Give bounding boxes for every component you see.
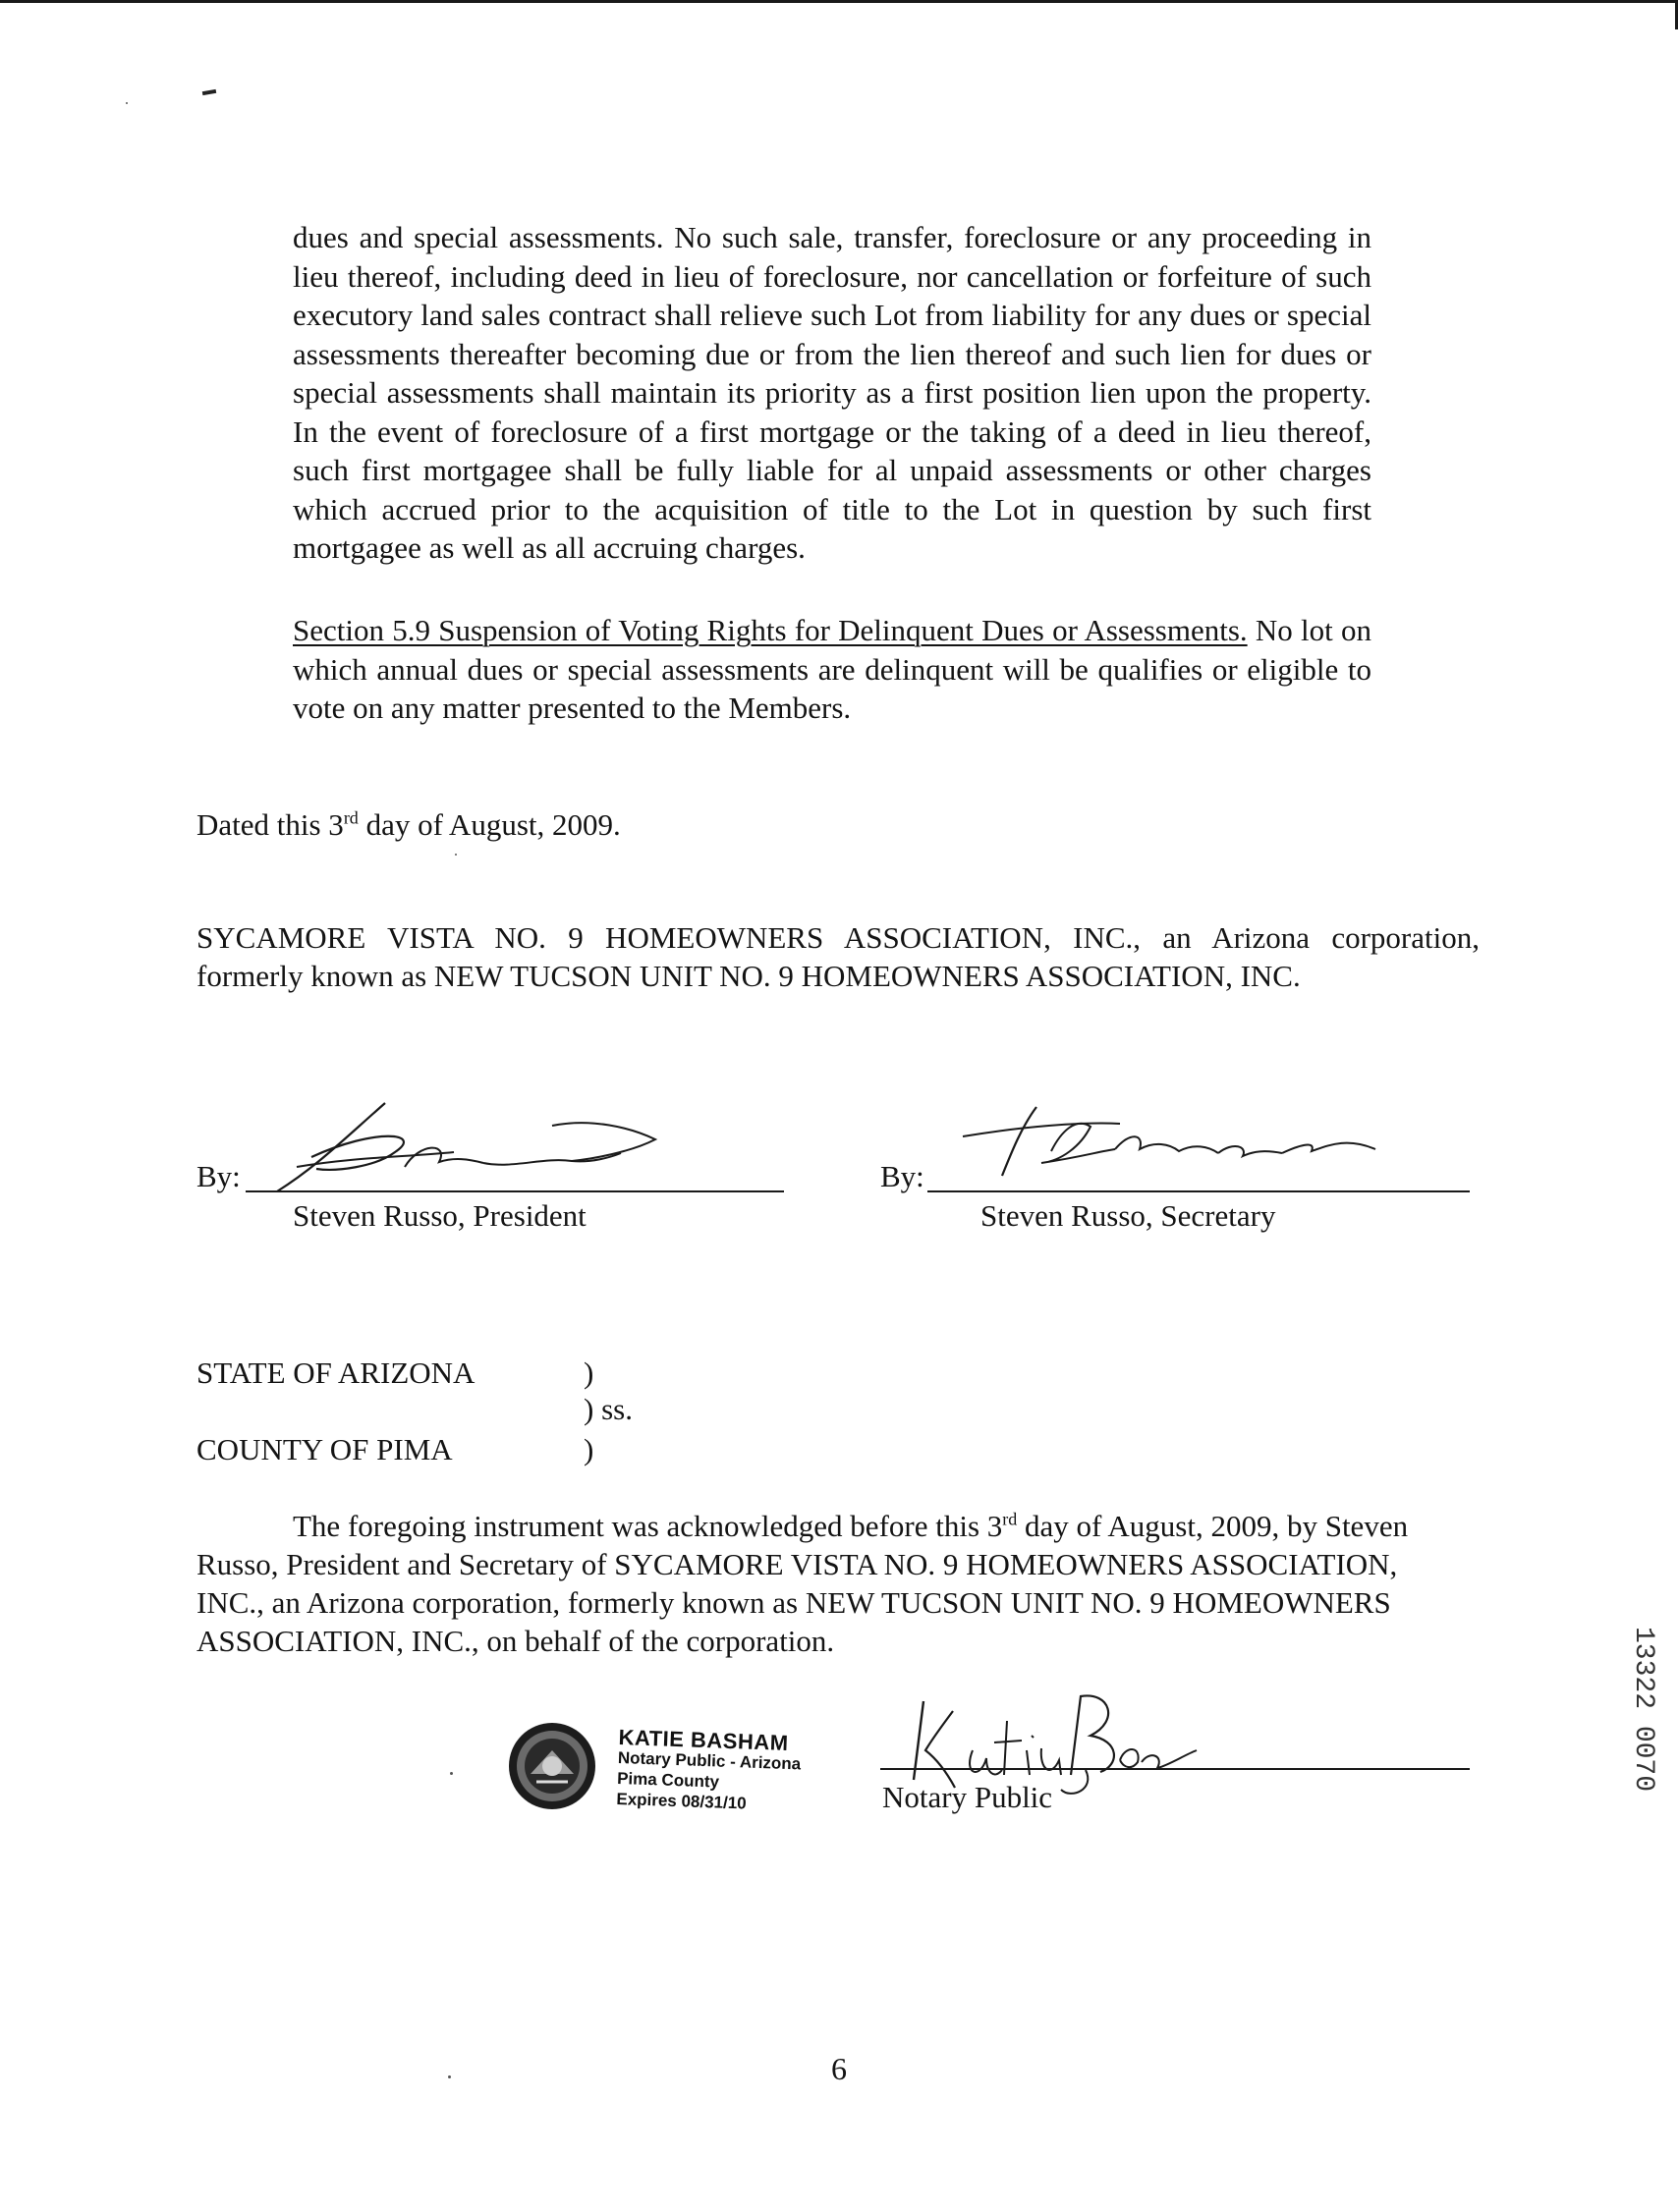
corporation-line-2: formerly known as NEW TUCSON UNIT NO. 9 HOMEOWNERS ASSOCIATION, INC.: [196, 959, 1301, 993]
left-by-label: By:: [196, 1159, 241, 1193]
notary-stamp-county: Pima County: [616, 1768, 720, 1792]
acknowledgment-line-1: [293, 1507, 1408, 1545]
acknowledgment-line-1-prefix: The foregoing instrument was acknowledged before this 3: [293, 1509, 1003, 1543]
venue-paren-2: ): [584, 1432, 594, 1466]
right-signer-name: Steven Russo, Secretary: [980, 1198, 1276, 1233]
acknowledgment-line-1-suffix: day of August, 2009, by Steven: [1017, 1509, 1409, 1543]
scan-speck: [450, 1772, 453, 1775]
venue-county: COUNTY OF PIMA: [196, 1432, 453, 1466]
section-5-9-paragraph: [293, 611, 1371, 728]
left-signer-name: Steven Russo, President: [293, 1198, 587, 1233]
dated-suffix: day of August, 2009.: [358, 807, 621, 842]
scan-speck: [455, 854, 457, 856]
acknowledgment-line-2: Russo, President and Secretary of SYCAMORE VISTA NO. 9 HOMEOWNERS ASSOCIATION,: [196, 1547, 1398, 1581]
notary-public-label: Notary Public: [882, 1780, 1053, 1814]
scan-speck: [126, 102, 128, 104]
dated-prefix: Dated this 3: [196, 807, 344, 842]
section-5-9-heading: Section 5.9 Suspension of Voting Rights for Delinquent Dues or Assessments.: [293, 613, 1248, 647]
body-paragraph: dues and special assessments. No such sale, transfer, foreclosure or any proceeding in lieu thereof, including deed in lieu of foreclosure, nor cancellation or forfeiture of such executory land sales contract shall relieve such Lot from liability for any dues or special assessments thereafter becoming due or from the lien thereof and such lien for dues or special assessments shall maintain its priority as a first position lien upon the property. In the event of foreclosure of a first mortgage or the taking of a deed in lieu thereof, such first mortgagee shall be fully liable for al unpaid assessments or other charges which accrued prior to the acquisition of title to the Lot in question by such first mortgagee as well as all accruing charges.: [293, 220, 1371, 565]
right-by-label: By:: [880, 1159, 924, 1193]
notary-stamp: [616, 1727, 802, 1815]
scan-top-edge: [0, 0, 1678, 3]
notary-stamp-name: KATIE BASHAM: [618, 1725, 789, 1756]
recording-number: 13322 0070: [1628, 1626, 1658, 1793]
dated-ordinal: rd: [343, 807, 359, 828]
right-signature-line: [927, 1190, 1470, 1192]
acknowledgment-line-3: INC., an Arizona corporation, formerly known as NEW TUCSON UNIT NO. 9 HOMEOWNERS: [196, 1585, 1391, 1620]
arizona-notary-seal-icon: [507, 1721, 597, 1811]
corporation-line-1: SYCAMORE VISTA NO. 9 HOMEOWNERS ASSOCIATION, INC., an Arizona corporation,: [196, 920, 1480, 955]
dated-line: [196, 805, 621, 844]
scan-artifact: [202, 89, 216, 95]
acknowledgment-ordinal: rd: [1002, 1509, 1018, 1529]
page-number: 6: [831, 2051, 847, 2086]
section-5-9-text: No lot on which annual dues or special assessments are delinquent will be qualifies or eligible to vote on any matter presented to the Members.: [293, 613, 1371, 725]
notary-stamp-expires: Expires 08/31/10: [616, 1789, 748, 1813]
venue-state: STATE OF ARIZONA: [196, 1355, 475, 1390]
venue-paren-1: ): [584, 1355, 594, 1390]
acknowledgment-line-4: ASSOCIATION, INC., on behalf of the corporation.: [196, 1624, 835, 1658]
notary-stamp-title: Notary Public - Arizona: [617, 1747, 802, 1774]
venue-ss: ) ss.: [584, 1392, 633, 1426]
